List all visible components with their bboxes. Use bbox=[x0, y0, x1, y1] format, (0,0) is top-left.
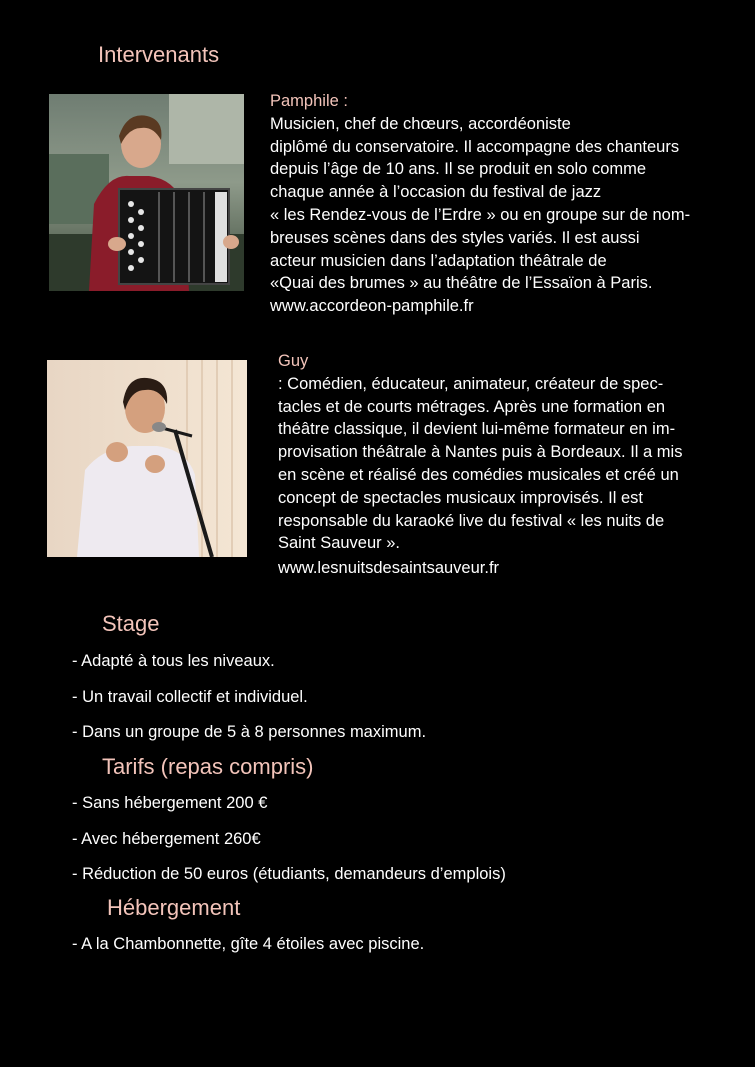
bio-line: breuses scènes dans des styles variés. Il est aussi bbox=[270, 228, 640, 247]
list-item: - Adapté à tous les niveaux. bbox=[72, 652, 275, 670]
bio-line: acteur musicien dans l’adaptation théâtrale de bbox=[270, 251, 607, 270]
bio-line: Saint Sauveur ». bbox=[278, 534, 400, 553]
bio-line: «Quai des brumes » au théâtre de l’Essaïon à Paris. bbox=[270, 274, 653, 293]
list-item: - Avec hébergement 260€ bbox=[72, 830, 261, 848]
section-heading-intervenants: Intervenants bbox=[98, 42, 220, 67]
bio-line: diplômé du conservatoire. Il accompagne des chanteurs bbox=[270, 137, 680, 156]
guy-name: Guy bbox=[278, 352, 309, 370]
section-heading-stage: Stage bbox=[102, 611, 160, 636]
list-item: - Un travail collectif et individuel. bbox=[72, 688, 308, 706]
bio-line: : Comédien, éducateur, animateur, créateur de spec- bbox=[278, 374, 664, 393]
section-heading-tarifs: Tarifs (repas compris) bbox=[102, 754, 314, 779]
list-item: - Sans hébergement 200 € bbox=[72, 794, 268, 812]
list-item: - Dans un groupe de 5 à 8 personnes maximum. bbox=[72, 723, 427, 741]
accordion-player-photo bbox=[49, 94, 244, 291]
pamphile-name: Pamphile : bbox=[270, 92, 348, 110]
bio-line: tacles et de courts métrages. Après une formation en bbox=[278, 397, 666, 416]
pamphile-bio bbox=[270, 90, 710, 295]
bio-line: depuis l’âge de 10 ans. Il se produit en solo comme bbox=[270, 160, 647, 179]
bio-line: Musicien, chef de chœurs, accordéoniste bbox=[270, 114, 571, 133]
section-heading-hebergement: Hébergement bbox=[107, 895, 241, 920]
bio-line: en scène et réalisé des comédies musicales et créé un bbox=[278, 465, 679, 484]
bio-line: chaque année à l’occasion du festival de jazz bbox=[270, 183, 602, 202]
bio-line: théâtre classique, il devient lui-même formateur en im- bbox=[278, 420, 676, 439]
bio-line: provisation théâtrale à Nantes puis à Bordeaux. Il a mis bbox=[278, 443, 683, 462]
bio-line: concept de spectacles musicaux improvisés. Il est bbox=[278, 488, 643, 507]
list-item: - Réduction de 50 euros (étudiants, demandeurs d’emplois) bbox=[72, 865, 506, 883]
guy-bio bbox=[278, 350, 718, 555]
bio-line: responsable du karaoké live du festival « les nuits de bbox=[278, 511, 665, 530]
pamphile-website-link[interactable]: www.accordeon-pamphile.fr bbox=[270, 297, 474, 315]
bio-line: « les Rendez-vous de l’Erdre » ou en groupe sur de nom- bbox=[270, 205, 691, 224]
list-item: - A la Chambonnette, gîte 4 étoiles avec piscine. bbox=[72, 935, 425, 953]
guy-website-link[interactable]: www.lesnuitsdesaintsauveur.fr bbox=[278, 559, 500, 577]
performer-at-microphone-photo bbox=[47, 360, 247, 557]
